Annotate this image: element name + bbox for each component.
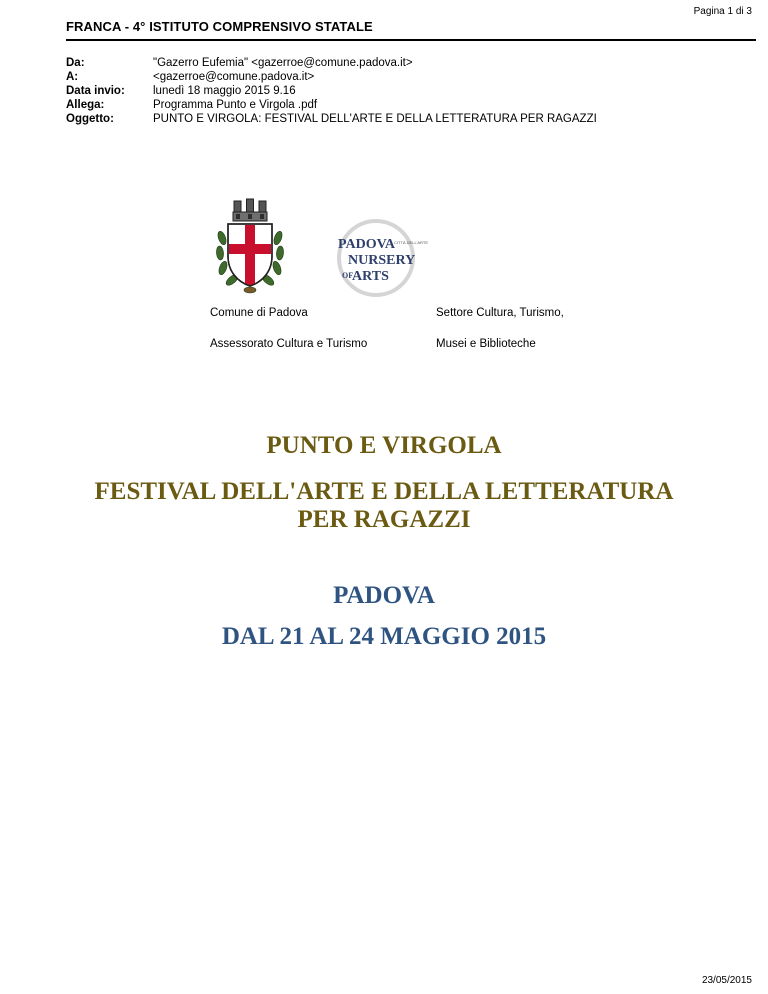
nursery-logo-ring-icon xyxy=(328,218,429,298)
subject-value: PUNTO E VIRGOLA: FESTIVAL DELL'ARTE E DELLA LETTERATURA PER RAGAZZI xyxy=(153,113,597,125)
email-header-table xyxy=(66,56,597,126)
attachment-row xyxy=(66,98,597,112)
to-value: <gazerroe@comune.padova.it> xyxy=(153,71,315,83)
office-settore: Settore Cultura, Turismo, xyxy=(436,307,564,319)
attachment-label: Allega: xyxy=(66,99,105,111)
cross-horizontal xyxy=(229,244,271,254)
from-row xyxy=(66,56,597,70)
sent-date-value: lunedì 18 maggio 2015 9.16 xyxy=(153,85,296,97)
from-value: "Gazerro Eufemia" <gazerroe@comune.padova.it> xyxy=(153,57,413,69)
header-divider xyxy=(66,39,756,41)
office-comune: Comune di Padova xyxy=(210,307,308,319)
attachment-value[interactable]: Programma Punto e Virgola .pdf xyxy=(153,99,318,111)
organization-title: FRANCA - 4° ISTITUTO COMPRENSIVO STATALE xyxy=(66,19,373,34)
crown-icon xyxy=(233,199,267,221)
padova-coat-of-arms-icon xyxy=(212,198,288,296)
nursery-of-arts-logo xyxy=(328,218,429,298)
nursery-logo-side: CITTÀ DELL'ARTE xyxy=(394,240,429,245)
from-label: Da: xyxy=(66,57,85,69)
nursery-logo-of: OF xyxy=(342,271,354,280)
office-assessorato: Assessorato Cultura e Turismo xyxy=(210,338,368,350)
sent-date-label: Data invio: xyxy=(66,85,125,97)
office-musei: Musei e Biblioteche xyxy=(436,338,536,350)
page-indicator: Pagina 1 di 3 xyxy=(693,6,752,17)
nursery-logo-line1: PADOVA xyxy=(338,237,396,252)
cross-vertical xyxy=(245,225,255,285)
subject-row xyxy=(66,112,597,126)
subject-label: Oggetto: xyxy=(66,113,114,125)
to-row xyxy=(66,70,597,84)
nursery-logo-line3: ARTS xyxy=(352,269,389,284)
sent-date-row xyxy=(66,84,597,98)
festival-subtitle: FESTIVAL DELL'ARTE E DELLA LETTERATURA PER RAGAZZI xyxy=(94,478,674,533)
to-label: A: xyxy=(66,71,79,83)
print-date: 23/05/2015 xyxy=(701,975,752,986)
festival-title: PUNTO E VIRGOLA xyxy=(266,432,502,459)
nursery-logo-line2: NURSERY xyxy=(348,253,416,268)
festival-dates: DAL 21 AL 24 MAGGIO 2015 xyxy=(221,623,547,650)
festival-city: PADOVA xyxy=(333,582,435,609)
